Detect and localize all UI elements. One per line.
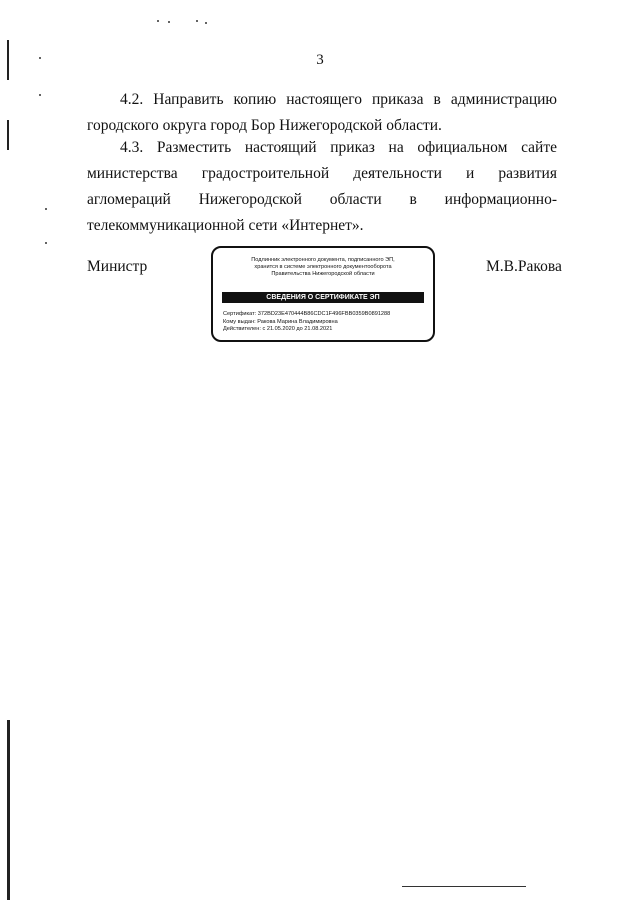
scan-speck [45,208,47,210]
paragraph-4-3: 4.3. Разместить настоящий приказ на официальном сайте министерства градостроительной деятельности и развития агломераций Нижегородской области в информационно-телекоммуникационной сети «Интернет». [87,139,557,234]
scan-speck [39,94,41,96]
scan-edge-mark [7,720,10,900]
stamp-validity: Действителен: с 21.05.2020 до 21.08.2021 [223,326,333,332]
stamp-certificate-number: Сертификат: 372BD23E470444B86CDC1F496FBB0359B0891288 [223,311,391,317]
scan-speck [205,22,207,24]
scan-speck [168,21,170,23]
scan-speck [157,20,159,22]
page-number: 3 [316,52,324,68]
stamp-note-line: Подлинник электронного документа, подписанного ЭП, [251,257,395,263]
scan-edge-mark [7,120,9,150]
signer-name: М.В.Ракова [486,258,562,275]
stamp-note-line: хранится в системе электронного документооборота [254,264,392,270]
scan-edge-mark [7,40,9,80]
stamp-certificate-details [223,311,427,334]
scan-speck [45,242,47,244]
scan-speck [196,20,198,22]
electronic-signature-stamp [211,246,435,342]
stamp-note [219,257,427,278]
scan-speck [39,57,41,59]
signer-title: Министр [87,258,148,275]
bottom-rule [402,886,526,887]
stamp-issued-to: Кому выдан: Ракова Марина Владимировна [223,318,338,325]
stamp-certificate-header: СВЕДЕНИЯ О СЕРТИФИКАТЕ ЭП [222,292,424,303]
paragraph-4-2: 4.2. Направить копию настоящего приказа в администрацию городского округа город Бор Нижегородской области. [87,91,557,134]
stamp-note-line: Правительства Нижегородской области [271,271,375,277]
